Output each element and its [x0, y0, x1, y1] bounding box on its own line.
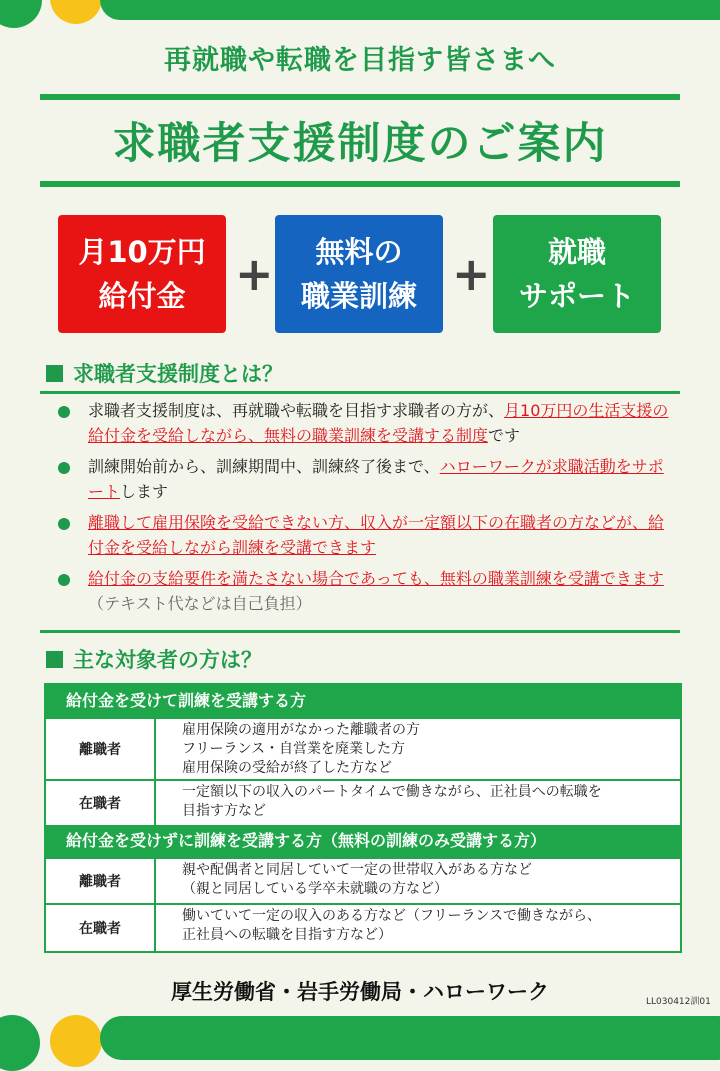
- table-row: [46, 903, 680, 951]
- table-description: [156, 905, 680, 951]
- bullet-highlight: ハローワークが求職活動をサポート: [88, 457, 664, 501]
- section-heading-targets-text: 主な対象者の方は？: [73, 648, 262, 672]
- document-code: LL030412訓01: [646, 997, 711, 1007]
- benefit-box: [58, 215, 226, 333]
- bullet-dot-icon: [58, 406, 70, 418]
- table-category: 在職者: [46, 905, 156, 951]
- training-box-line2: 職業訓練: [300, 279, 417, 313]
- bottom-left-green-circle: [0, 1015, 40, 1071]
- section-rule: [40, 391, 680, 394]
- plus-sign: +: [235, 247, 274, 301]
- table-line: 雇用保険の受給が終了した方など: [182, 760, 392, 776]
- table-line: 親や配偶者と同居していて一定の世帯収入がある方など: [182, 862, 532, 878]
- plus-sign: +: [452, 247, 491, 301]
- list-item: [58, 510, 678, 560]
- bullet-text: 訓練開始前から、訓練期間中、訓練終了後まで、: [88, 457, 440, 476]
- bullet-dot-icon: [58, 462, 70, 474]
- support-box: [493, 215, 661, 333]
- square-bullet-icon: [46, 365, 63, 382]
- bottom-yellow-circle: [50, 1015, 102, 1067]
- top-left-green-circle: [0, 0, 42, 28]
- table-line: 一定額以下の収入のパートタイムで働きながら、正社員への転職を: [182, 784, 602, 800]
- top-yellow-circle: [50, 0, 102, 24]
- table-description: [156, 859, 680, 903]
- bullet-text: 求職者支援制度は、再就職や転職を目指す求職者の方が、: [88, 401, 505, 420]
- table-row: [46, 779, 680, 825]
- square-bullet-icon: [46, 651, 63, 668]
- list-item: [58, 398, 678, 448]
- target-table: [44, 683, 682, 953]
- section-heading-about: [46, 358, 283, 388]
- table-category: 離職者: [46, 859, 156, 903]
- training-box: [275, 215, 443, 333]
- bullet-dot-icon: [58, 518, 70, 530]
- page-title: 求職者支援制度のご案内: [112, 119, 608, 169]
- title-top-rule: [40, 94, 680, 100]
- about-bullet-list: [58, 398, 678, 622]
- benefit-box-line2: 給付金: [98, 279, 186, 313]
- bullet-text: です: [488, 426, 521, 445]
- table-line: 目指す方など: [182, 803, 266, 819]
- top-green-bar: [100, 0, 720, 20]
- list-item: [58, 566, 678, 616]
- bullet-highlight: 給付金の支給要件を満たさない場合であっても、無料の職業訓練を受講できます: [88, 569, 664, 588]
- table-row: [46, 857, 680, 903]
- training-box-line1: 無料の: [315, 235, 403, 269]
- table-row: [46, 717, 680, 779]
- benefit-box-line1: 月10万円: [78, 235, 206, 269]
- section-heading-about-text: 求職者支援制度とは？: [73, 362, 283, 386]
- title-bottom-rule: [40, 181, 680, 187]
- bullet-dot-icon: [58, 574, 70, 586]
- support-box-line2: サポート: [518, 279, 635, 313]
- support-box-line1: 就職: [547, 235, 606, 269]
- table-line: 働いていて一定の収入のある方など（フリーランスで働きながら、: [182, 908, 602, 924]
- bottom-green-bar: [100, 1016, 720, 1060]
- table-category: 離職者: [46, 719, 156, 779]
- table-line: 正社員への転職を目指す方など）: [182, 927, 392, 943]
- table-description: [156, 719, 680, 779]
- table-group-header: 給付金を受けずに訓練を受講する方（無料の訓練のみ受講する方）: [46, 825, 680, 857]
- section-rule: [40, 630, 680, 633]
- bullet-highlight: 離職して雇用保険を受給できない方、収入が一定額以下の在職者の方などが、給付金を受給しながら訓練を受講できます: [88, 513, 665, 557]
- bullet-note: （テキスト代などは自己負担）: [88, 594, 312, 613]
- bullet-highlight: 月10万円の生活支援の給付金を受給しながら、無料の職業訓練を受講する制度: [88, 401, 669, 445]
- subtitle: 再就職や転職を目指す皆さまへ: [164, 45, 556, 76]
- table-description: [156, 781, 680, 825]
- table-line: フリーランス・自営業を廃業した方: [182, 741, 406, 757]
- list-item: [58, 454, 678, 504]
- bullet-text: します: [120, 482, 169, 501]
- table-line: 雇用保険の適用がなかった離職者の方: [182, 722, 420, 738]
- table-line: （親と同居している学卒未就職の方など）: [182, 881, 448, 897]
- table-group-header: 給付金を受けて訓練を受講する方: [46, 685, 680, 717]
- footer-organizations: 厚生労働省・岩手労働局・ハローワーク: [171, 980, 549, 1004]
- section-heading-targets: [46, 644, 262, 674]
- table-category: 在職者: [46, 781, 156, 825]
